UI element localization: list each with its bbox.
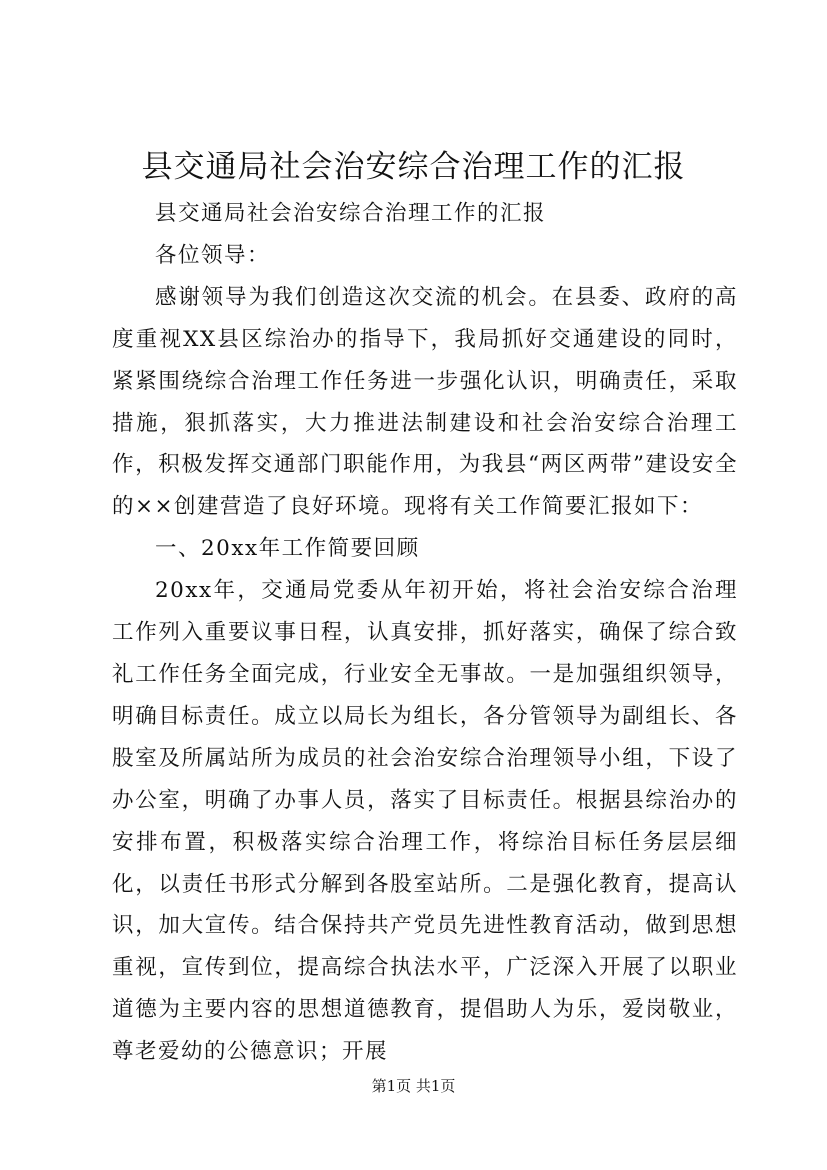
salutation-paragraph: 各位领导： [155,242,271,268]
subtitle-paragraph: 县交通局社会治安综合治理工作的汇报 [155,201,547,226]
document-title: 县交通局社会治安综合治理工作的汇报 [141,149,686,185]
document-body [112,193,738,1073]
section-heading: 一、20xx年工作简要回顾 [155,536,420,562]
page-footer: 第1页 共1页 [371,1077,456,1095]
intro-paragraph: 感谢领导为我们创造这次交流的机会。在县委、政府的高度重视XX县区综治办的指导下，我局抓好交通建设的同时，紧紧围绕综合治理工作任务进一步强化认识，明确责任，采取措施，狠抓落实，大力推进法制建设和社会治安综合治理工作，积极发挥交通部门职能作用，为我县“两区两带”建设安全的××创建营造了良好环境。现将有关工作简要汇报如下： [112,284,738,520]
body-paragraph: 20xx年，交通局党委从年初开始，将社会治安综合治理工作列入重要议事日程，认真安排，抓好落实，确保了综合致礼工作任务全面完成，行业安全无事故。一是加强组织领导，明确目标责任。成立以局长为组长，各分管领导为副组长、各股室及所属站所为成员的社会治安综合治理领导小组，下设了办公室，明确了办事人员，落实了目标责任。根据县综治办的安排布置，积极落实综合治理工作，将综治目标任务层层细化，以责任书形式分解到各股室站所。二是强化教育，提高认识，加大宣传。结合保持共产党员先进性教育活动，做到思想重视，宣传到位，提高综合执法水平，广泛深入开展了以职业道德为主要内容的思想道德教育，提倡助人为乐，爱岗敬业，尊老爱幼的公德意识；开展 [112,578,738,1065]
